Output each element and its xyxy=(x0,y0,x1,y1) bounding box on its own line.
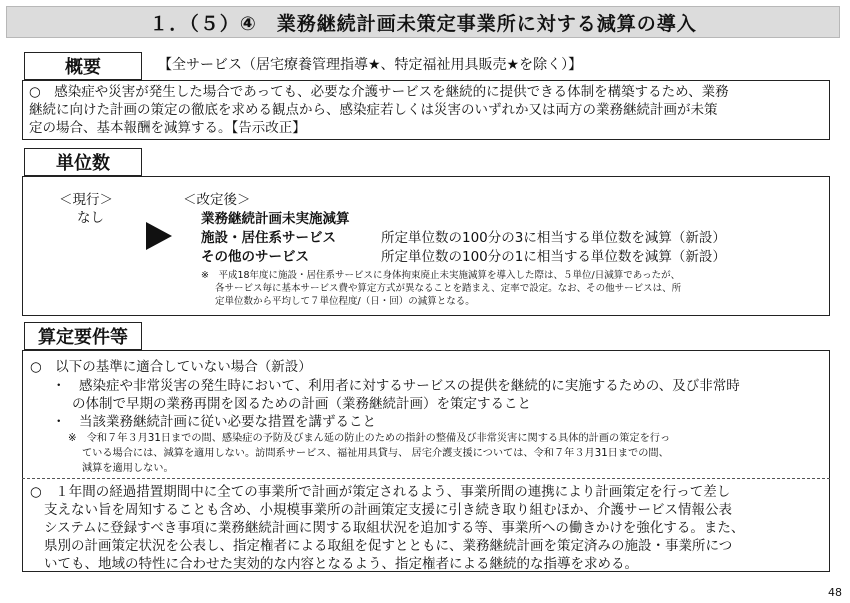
page-number: 48 xyxy=(828,586,842,599)
page-title: １．（５）④ 業務継続計画未策定事業所に対する減算の導入 xyxy=(6,6,840,38)
units-box xyxy=(22,176,830,316)
units-note-1: ※ 平成18年度に施設・居住系サービスに身体拘束廃止未実施減算を導入した際は、５単位/日減算であったが、 xyxy=(201,270,681,281)
section-divider xyxy=(22,478,830,479)
overview-tag: 概要 xyxy=(24,52,142,80)
units-tag: 単位数 xyxy=(24,148,142,176)
current-label: ＜現行＞ xyxy=(59,192,113,208)
overview-line-1: ○ 感染症や災害が発生した場合であっても、必要な介護サービスを継続的に提供できる体制を構築するため、業務 xyxy=(29,84,729,100)
req-note-1: ※ 令和７年３月31日までの間、感染症の予防及びまん延の防止のための指針の整備及び非常災害に関する具体的計画の策定を行っ xyxy=(68,433,671,444)
current-value: なし xyxy=(77,210,104,226)
row-2-name: その他のサービス xyxy=(201,249,309,265)
req-para-line-3: システムに登録すべき事項に業務継続計画に関する取組状況を追加する等、事業所への働きかけを強化する。また、 xyxy=(44,520,745,536)
units-note-3: 定単位数から平均して７単位程度/（日・回）の減算となる。 xyxy=(215,296,475,307)
req-note-3: 減算を適用しない。 xyxy=(82,463,174,474)
req-bullet-1-line-2: の体制で早期の業務再開を図るための計画（業務継続計画）を策定すること xyxy=(72,396,531,412)
req-para-line-4: 県別の計画策定状況を公表し、指定権者による取組を促すとともに、業務継続計画を策定済みの施設・事業所につ xyxy=(44,538,733,554)
req-header: ○ 以下の基準に適合していない場合（新設） xyxy=(30,359,312,375)
req-note-2: ている場合には、減算を適用しない。訪問系サービス、福祉用具貸与、 居宅介護支援については、令和７年３月31日までの間、 xyxy=(82,448,669,459)
req-para-line-5: いても、地域の特性に合わせた実効的な内容となるよう、指定権者による継続的な指導を求める。 xyxy=(44,556,638,572)
revised-label: ＜改定後＞ xyxy=(183,192,251,208)
req-bullet-2: ・ 当該業務継続計画に従い必要な措置を講ずること xyxy=(52,414,376,430)
requirements-tag: 算定要件等 xyxy=(24,322,142,350)
overview-line-2: 継続に向けた計画の策定の徹底を求める観点から、感染症若しくは災害のいずれか又は両方の業務継続計画が未策 xyxy=(29,102,718,118)
req-bullet-1-line-1: ・ 感染症や非常災害の発生時において、利用者に対するサービスの提供を継続的に実施するための、及び非常時 xyxy=(52,378,740,394)
row-2-value: 所定単位数の100分の1に相当する単位数を減算（新設） xyxy=(381,249,726,265)
arrow-right-icon xyxy=(146,222,172,250)
req-para-line-2: 支えない旨を周知することも含め、小規模事業所の計画策定支援に引き続き取り組むほか、介護サービス情報公表 xyxy=(44,502,732,518)
row-1-value: 所定単位数の100分の3に相当する単位数を減算（新設） xyxy=(381,230,726,246)
req-para-line-1: ○ １年間の経過措置期間中に全ての事業所で計画が策定されるよう、事業所間の連携により計画策定を行って差し xyxy=(30,484,731,500)
overview-scope: 【全サービス（居宅療養管理指導★、特定福祉用具販売★を除く）】 xyxy=(158,57,583,73)
overview-box xyxy=(22,80,830,140)
item-title: 業務継続計画未実施減算 xyxy=(201,211,350,227)
overview-line-3: 定の場合、基本報酬を減算する。【告示改正】 xyxy=(29,120,306,136)
row-1-name: 施設・居住系サービス xyxy=(201,230,336,246)
units-note-2: 各サービス毎に基本サービス費や算定方式が異なることを踏まえ、定率で設定。なお、その他サービスは、所 xyxy=(215,283,682,294)
